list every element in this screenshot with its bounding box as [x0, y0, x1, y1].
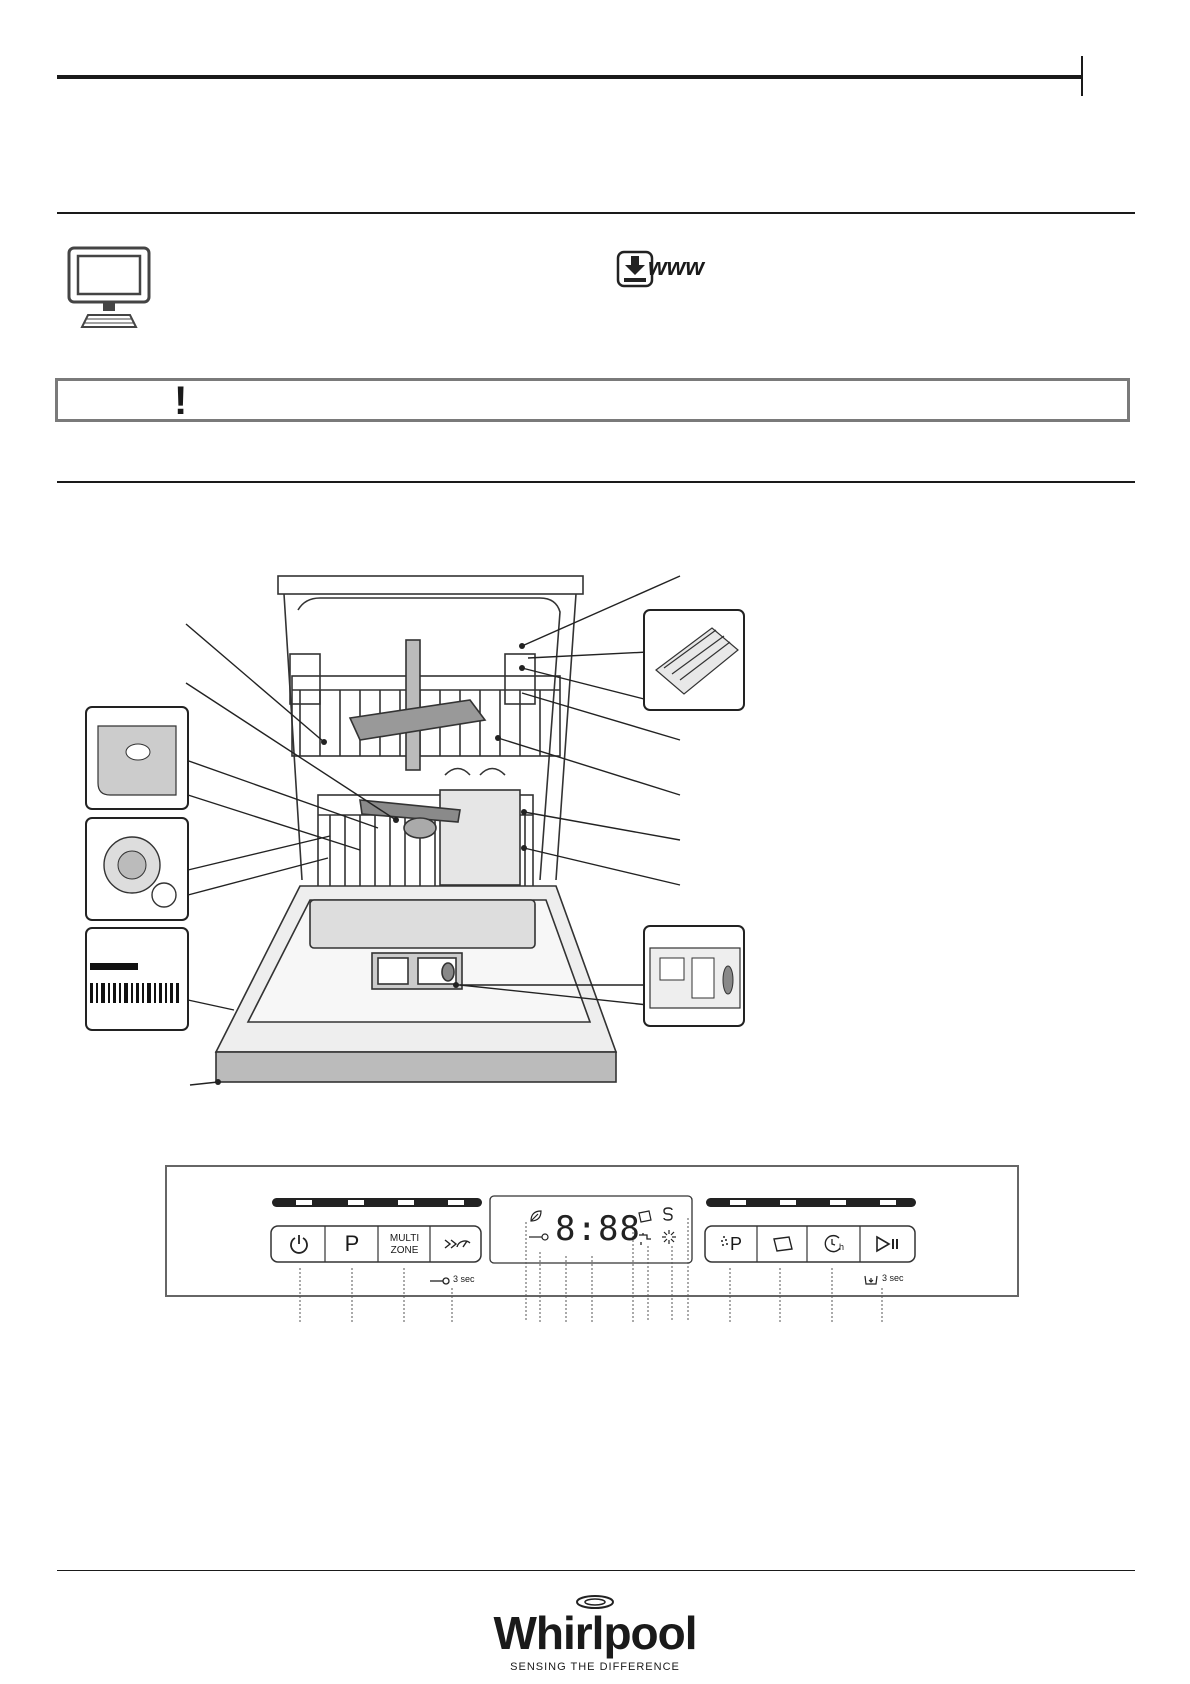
section-rule-1	[57, 212, 1135, 214]
program-button[interactable]	[326, 1227, 378, 1261]
water-tap-indicator-icon	[637, 1231, 653, 1247]
brand-tagline: SENSING THE DIFFERENCE	[510, 1661, 680, 1673]
power-clean-button[interactable]	[706, 1227, 757, 1261]
header-rule-tick	[1081, 56, 1083, 96]
key-lock-indicator-icon	[529, 1233, 549, 1241]
multizone-label-line1: MULTI	[389, 1233, 420, 1244]
delay-button[interactable]	[808, 1227, 860, 1261]
play-pause-icon	[875, 1235, 901, 1253]
power-icon	[289, 1234, 309, 1254]
express-speed-icon	[443, 1235, 471, 1253]
display-panel	[491, 1197, 691, 1262]
download-www-icon	[616, 250, 706, 290]
key-lock-hint	[430, 1274, 490, 1288]
www-label: www	[648, 254, 705, 281]
warning-exclamation: !	[174, 379, 188, 423]
warning-box	[55, 378, 1130, 422]
eco-leaf-icon	[529, 1209, 543, 1223]
dishwasher-diagram	[0, 560, 1190, 1120]
tablet-indicator-icon	[637, 1209, 653, 1223]
reset-drain-icon	[863, 1274, 879, 1286]
rinse-aid-indicator-icon	[661, 1229, 677, 1245]
power-button[interactable]	[272, 1227, 325, 1261]
key-lock-hint-text: 3 sec	[453, 1274, 475, 1284]
multizone-label-line2: ZONE	[390, 1245, 419, 1256]
power-clean-label: P	[730, 1234, 743, 1254]
brand-name: Whirlpool	[493, 1607, 697, 1659]
tablet-button[interactable]	[758, 1227, 807, 1261]
section-rule-2	[57, 481, 1135, 483]
footer-rule	[57, 1570, 1135, 1571]
delay-label: h	[839, 1242, 845, 1252]
multizone-button[interactable]	[379, 1228, 430, 1262]
start-pause-button[interactable]	[861, 1227, 914, 1261]
key-icon	[430, 1277, 450, 1285]
tablet-icon	[772, 1235, 794, 1253]
display-digits: 8:88	[555, 1209, 641, 1249]
salt-indicator-icon	[661, 1207, 675, 1221]
power-clean-icon	[720, 1234, 730, 1254]
reset-hint-text: 3 sec	[882, 1273, 904, 1283]
brand-logo	[0, 1595, 1190, 1673]
header-rule	[57, 75, 1082, 79]
computer-monitor-icon	[66, 245, 152, 331]
express-button[interactable]	[431, 1227, 481, 1261]
reset-hint	[863, 1273, 923, 1287]
program-p-icon: P	[344, 1231, 360, 1256]
